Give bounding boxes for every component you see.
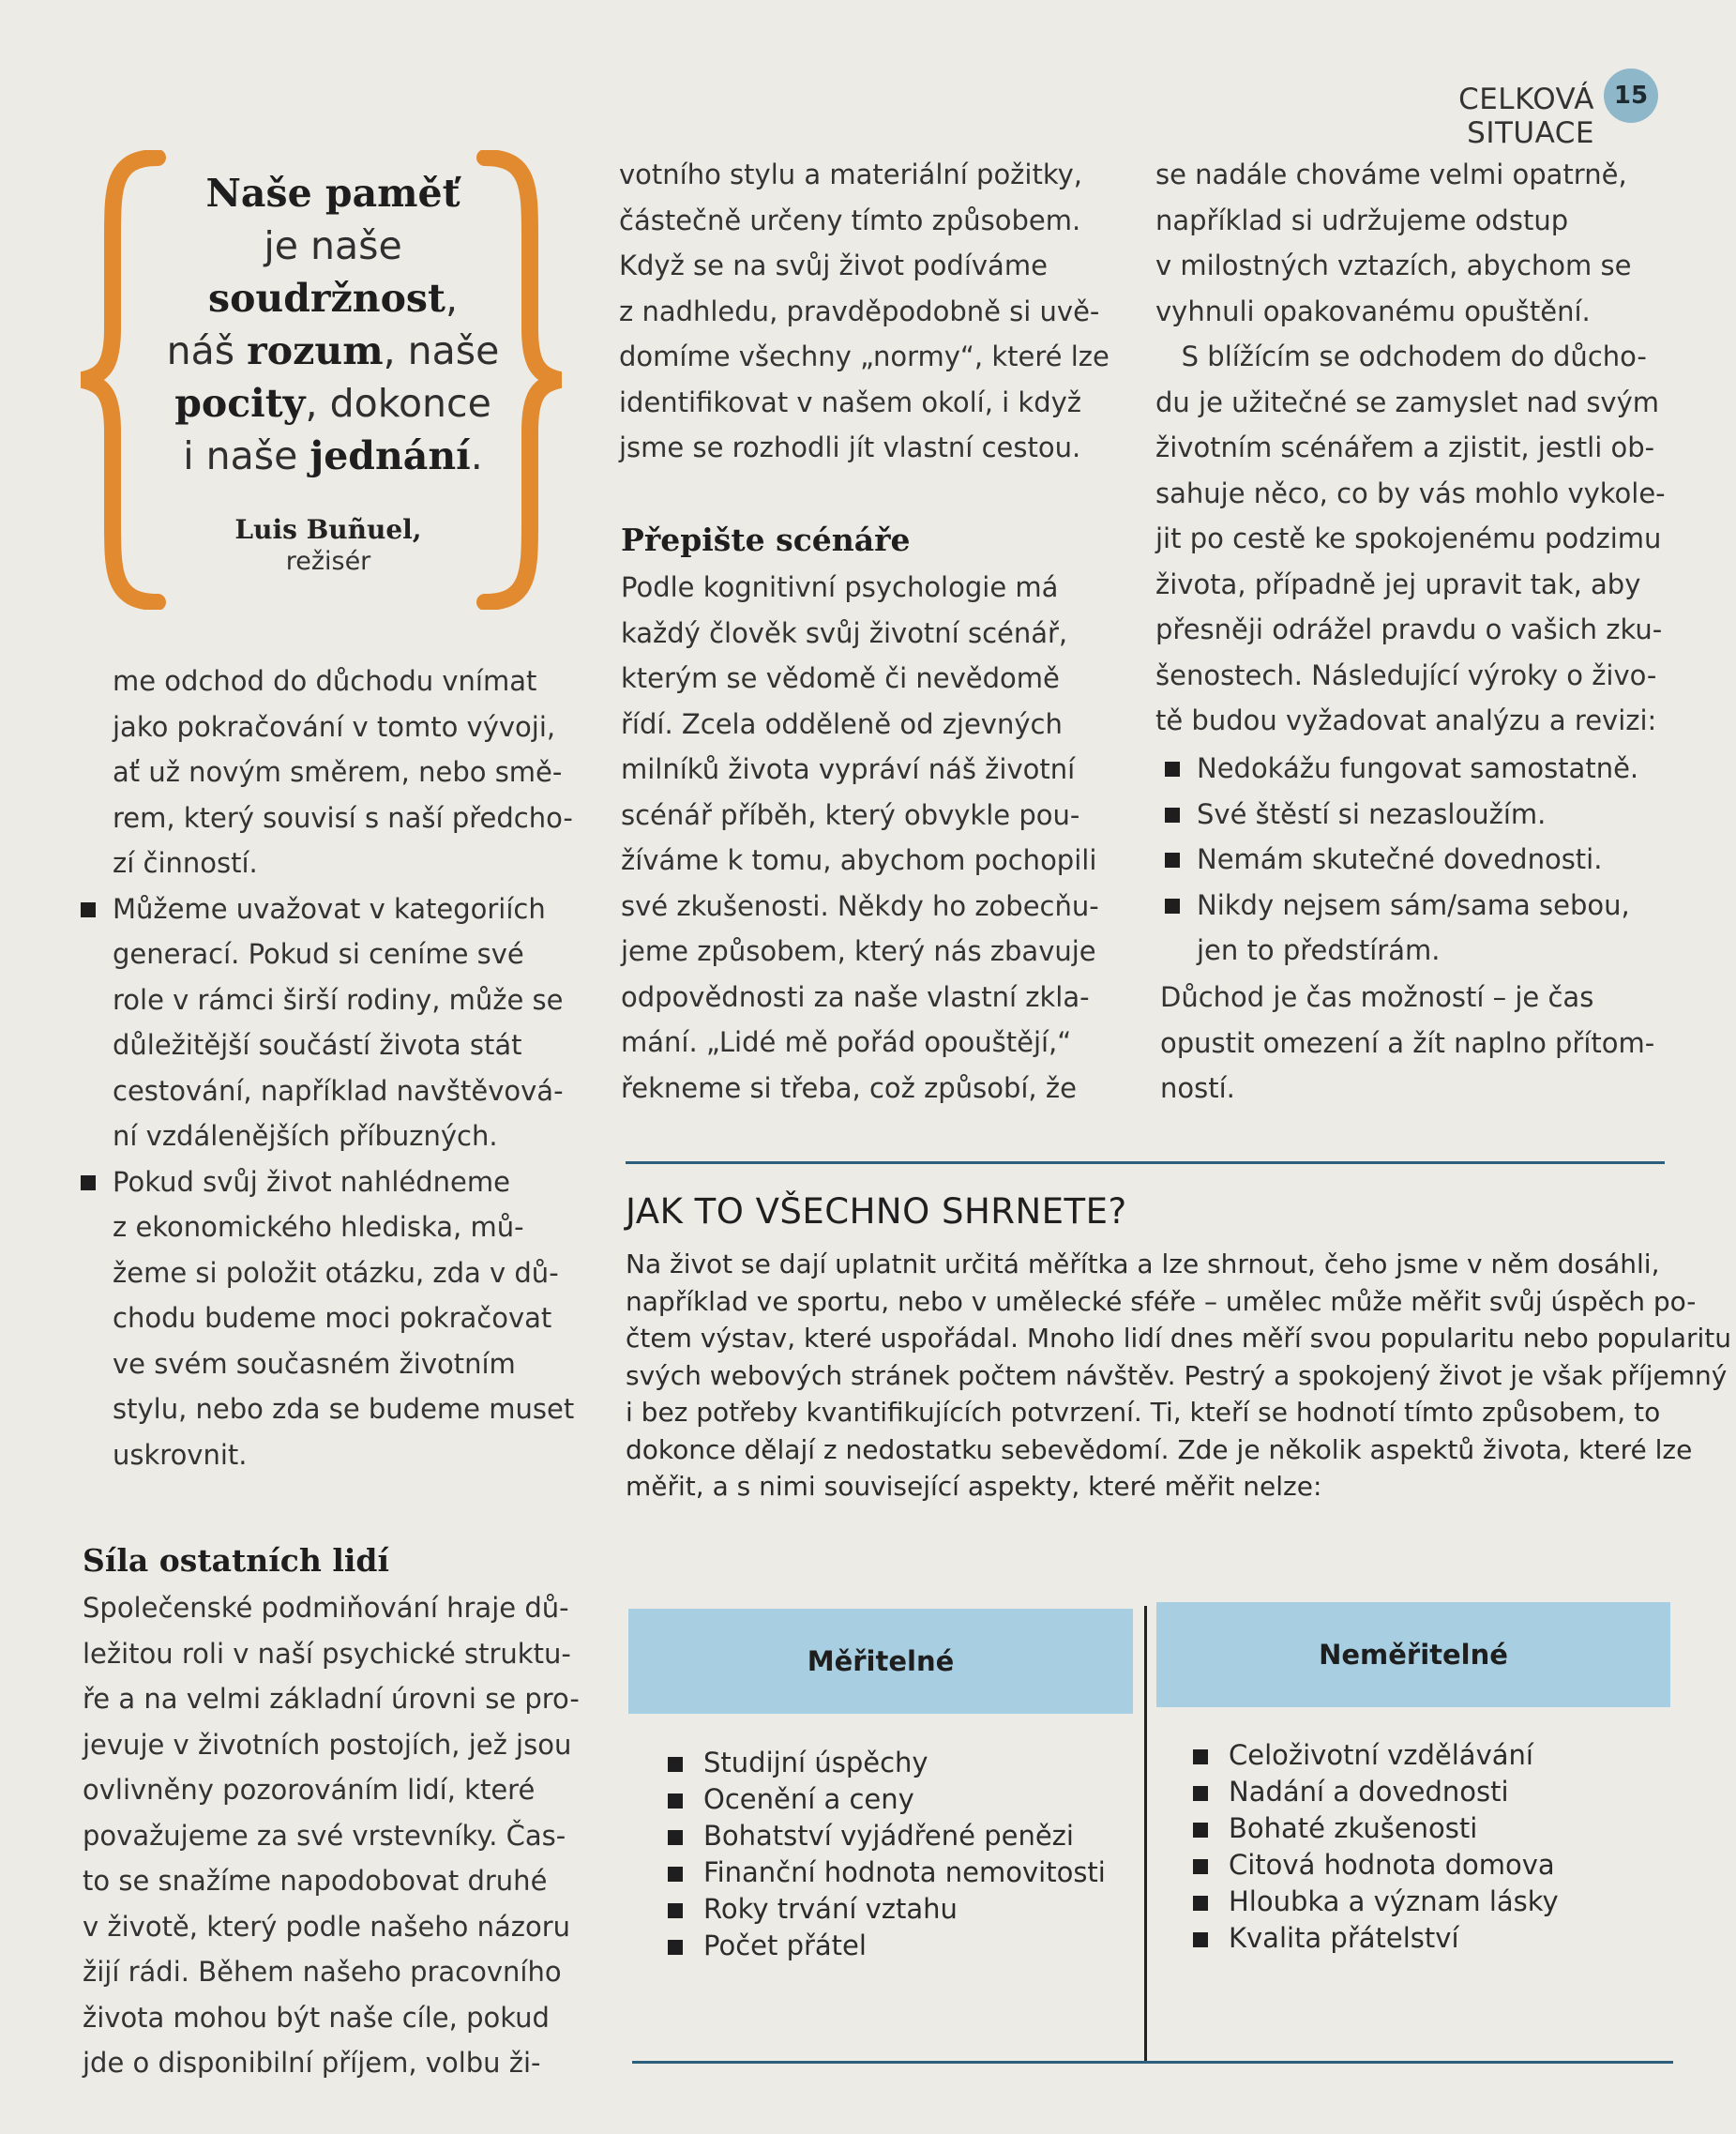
- paragraph: [1155, 152, 1666, 744]
- bullet-square-icon: [81, 1175, 96, 1190]
- quote-text: .: [470, 433, 483, 478]
- text-line: například si udržujeme odstup: [1155, 204, 1569, 236]
- bullet-square-icon: [1193, 1932, 1208, 1947]
- bullet-square-icon: [1165, 899, 1180, 914]
- text-line: Své štěstí si nezasloužím.: [1197, 797, 1547, 830]
- text-line: částečně určeny tímto způsobem.: [619, 204, 1081, 236]
- bullet-item: [113, 886, 574, 1159]
- list-item: [703, 1745, 1106, 1781]
- text-line: například ve sportu, nebo v umělecké sféře – umělec může měřit svůj úspěch po-: [626, 1285, 1697, 1317]
- list-item: [1229, 1774, 1559, 1810]
- paragraph: [619, 152, 1110, 471]
- unmeasurable-list: [1229, 1737, 1559, 1957]
- text-line: z ekonomického hlediska, mů-: [113, 1211, 524, 1243]
- text-line: čtem výstav, které uspořádal. Mnoho lidí dnes měří svou popularitu nebo popularitu: [626, 1323, 1731, 1354]
- text-line: to se snažíme napodobovat druhé: [83, 1865, 548, 1897]
- text-line: stylu, nebo zda se budeme muset: [113, 1393, 575, 1425]
- table-header-measurable: Měřitelné: [628, 1609, 1133, 1714]
- table-header-unmeasurable: Neměřitelné: [1156, 1602, 1670, 1707]
- text-line: Pokud svůj život nahlédneme: [113, 1165, 510, 1198]
- quote-text: , naše: [383, 328, 500, 373]
- text-line: jsme se rozhodli jít vlastní cestou.: [619, 431, 1081, 463]
- text-line: jako pokračování v tomto vývoji,: [113, 710, 556, 743]
- text-line: života, případně jej upravit tak, aby: [1155, 568, 1641, 600]
- list-item: [703, 1818, 1106, 1854]
- list-item-label: Hloubka a význam lásky: [1229, 1885, 1559, 1917]
- list-item-label: Citová hodnota domova: [1229, 1849, 1555, 1881]
- list-item-label: Roky trvání vztahu: [703, 1893, 958, 1925]
- list-item-label: Celoživotní vzdělávání: [1229, 1739, 1533, 1771]
- text-line: měřit, a s nimi související aspekty, které měřit nelze:: [626, 1471, 1322, 1502]
- text-line: ve svém současném životním: [113, 1347, 516, 1380]
- section-title: CELKOVÁ SITUACE: [1458, 83, 1594, 150]
- text-line: se nadále chováme velmi opatrně,: [1155, 159, 1627, 190]
- text-line: Důchod je čas možností – je čas: [1160, 981, 1594, 1013]
- bullet-square-icon: [1193, 1859, 1208, 1874]
- bullet-square-icon: [1193, 1823, 1208, 1838]
- text-line: jit po cestě ke spokojenému podzimu: [1155, 522, 1662, 554]
- quote-text: , dokonce: [305, 381, 491, 426]
- list-item-label: Kvalita přátelství: [1229, 1922, 1459, 1954]
- pull-quote: [141, 167, 525, 482]
- list-item: [1229, 1920, 1559, 1957]
- quote-text: náš: [166, 328, 248, 373]
- paragraph: [1160, 975, 1654, 1112]
- list-item-label: Bohaté zkušenosti: [1229, 1812, 1478, 1844]
- bullet-square-icon: [1193, 1749, 1208, 1764]
- text-line: ležitou roli v naší psychické struktu-: [83, 1637, 571, 1670]
- bullet-square-icon: [1165, 808, 1180, 823]
- section-heading: Přepište scénáře: [621, 522, 911, 558]
- text-line: opustit omezení a žít naplno přítom-: [1160, 1026, 1655, 1059]
- bullet-square-icon: [1165, 762, 1180, 777]
- quote-text: jednání: [309, 433, 471, 478]
- bullet-item: [113, 1159, 574, 1478]
- text-line: Společenské podmiňování hraje dů-: [83, 1592, 569, 1624]
- text-line: generací. Pokud si ceníme své: [113, 938, 524, 970]
- text-line: Nedokážu fungovat samostatně.: [1197, 752, 1639, 784]
- list-item-label: Nadání a dovednosti: [1229, 1776, 1509, 1808]
- bullet-square-icon: [1193, 1786, 1208, 1801]
- list-item-label: Studijní úspěchy: [703, 1747, 928, 1778]
- text-line: života mohou být naše cíle, pokud: [83, 2001, 550, 2034]
- text-line: každý člověk svůj životní scénář,: [621, 616, 1068, 649]
- list-item: [1229, 1737, 1559, 1774]
- text-line: Můžeme uvažovat v kategoriích: [113, 892, 546, 925]
- text-line: ností.: [1160, 1072, 1235, 1104]
- list-item-label: Ocenění a ceny: [703, 1783, 914, 1815]
- text-line: řekneme si třeba, což způsobí, že: [621, 1071, 1077, 1104]
- quote-text: rozum: [247, 328, 384, 373]
- bullet-square-icon: [668, 1830, 683, 1845]
- list-item: [1229, 1810, 1559, 1847]
- text-line: du je užitečné se zamyslet nad svým: [1155, 386, 1660, 418]
- text-line: v životě, který podle našeho názoru: [83, 1910, 571, 1943]
- text-line: jeme způsobem, který nás zbavuje: [621, 935, 1096, 967]
- text-line: S blížícím se odchodem do důcho-: [1155, 341, 1647, 372]
- text-line: Když se na svůj život podíváme: [619, 250, 1048, 281]
- page-number: 15: [1604, 68, 1658, 123]
- text-line: svých webových stránek počtem návštěv. Pestrý a spokojený život je však příjemný: [626, 1359, 1728, 1391]
- text-line: jde o disponibilní příjem, volbu ži-: [83, 2047, 541, 2079]
- text-line: i bez potřeby kvantifikujících potvrzení. Ti, kteří se hodnotí tímto způsobem, to: [626, 1397, 1661, 1428]
- quote-text: je naše: [264, 223, 402, 268]
- quote-author-role: režisér: [285, 547, 371, 576]
- paragraph: [621, 565, 1099, 1111]
- text-line: domíme všechny „normy“, které lze: [619, 341, 1110, 372]
- text-line: ať už novým směrem, nebo smě-: [113, 756, 563, 788]
- text-line: šenostech. Následující výroky o živo-: [1155, 658, 1657, 691]
- list-item: [1229, 1847, 1559, 1884]
- bullet-square-icon: [1165, 853, 1180, 868]
- text-line: dokonce dělají z nedostatku sebevědomí. Zde je několik aspektů života, které lze: [626, 1433, 1693, 1465]
- summary-paragraph: [626, 1246, 1731, 1506]
- text-line: řídí. Zcela odděleně od zjevných: [621, 707, 1063, 740]
- text-line: cestování, například navštěvová-: [113, 1074, 564, 1107]
- text-line: uskrovnit.: [113, 1438, 248, 1471]
- paragraph: [83, 1585, 580, 2086]
- text-line: votního stylu a materiální požitky,: [619, 159, 1082, 190]
- text-line: Na život se dají uplatnit určitá měřítka a lze shrnout, čeho jsme v něm dosáhli,: [626, 1249, 1660, 1279]
- text-line: identifikovat v našem okolí, i když: [619, 386, 1082, 418]
- text-line: me odchod do důchodu vnímat: [113, 665, 537, 697]
- text-line: kterým se vědomě či nevědomě: [621, 662, 1060, 694]
- text-line: chodu budeme moci pokračovat: [113, 1302, 552, 1334]
- text-line: Podle kognitivní psychologie má: [621, 571, 1059, 603]
- table-column-divider: [1144, 1606, 1147, 2061]
- paragraph: [113, 658, 574, 886]
- text-line: považujeme za své vrstevníky. Čas-: [83, 1819, 566, 1852]
- bullet-square-icon: [668, 1757, 683, 1772]
- quote-author: Luis Buñuel,: [234, 514, 422, 545]
- text-line: scénář příběh, který obvykle pou-: [621, 798, 1080, 831]
- text-line: žíváme k tomu, abychom pochopili: [621, 844, 1097, 876]
- text-line: z nadhledu, pravděpodobně si uvě-: [619, 295, 1100, 327]
- bullet-square-icon: [81, 902, 96, 917]
- bullet-item: [1197, 746, 1638, 792]
- text-line: mání. „Lidé mě pořád opouštějí,“: [621, 1026, 1072, 1058]
- text-line: důležitější součástí života stát: [113, 1029, 522, 1061]
- list-item: [703, 1928, 1106, 1964]
- section-heading: Síla ostatních lidí: [83, 1542, 390, 1579]
- quote-text: Naše paměť: [205, 171, 460, 216]
- bullet-square-icon: [1193, 1896, 1208, 1911]
- list-item: [703, 1854, 1106, 1891]
- list-item: [1229, 1884, 1559, 1920]
- text-line: v milostných vztazích, abychom se: [1155, 250, 1632, 281]
- text-line: milníků života vypráví náš životní: [621, 753, 1076, 785]
- text-line: přesněji odrážel pravdu o vašich zku-: [1155, 613, 1663, 645]
- bullet-item: [1197, 883, 1638, 974]
- bullet-square-icon: [668, 1940, 683, 1955]
- bullet-list: [1197, 746, 1638, 974]
- section-divider: [626, 1161, 1665, 1164]
- text-line: rem, který souvisí s naší předcho-: [113, 801, 573, 834]
- list-item: [703, 1781, 1106, 1818]
- bullet-item: [1197, 792, 1638, 838]
- measurable-list: [703, 1745, 1106, 1964]
- list-item: [703, 1891, 1106, 1928]
- bullet-item: [1197, 837, 1638, 883]
- column-1: [113, 658, 574, 1477]
- list-item-label: Bohatství vyjádřené penězi: [703, 1820, 1074, 1852]
- bullet-square-icon: [668, 1793, 683, 1809]
- quote-text: soudržnost: [207, 276, 445, 321]
- text-line: životním scénářem a zjistit, jestli ob-: [1155, 431, 1655, 463]
- text-line: Nikdy nejsem sám/sama sebou,: [1197, 888, 1630, 921]
- summary-heading: JAK TO VŠECHNO SHRNETE?: [626, 1191, 1127, 1232]
- text-line: role v rámci širší rodiny, může se: [113, 983, 564, 1016]
- text-line: vyhnuli opakovanému opuštění.: [1155, 295, 1591, 327]
- text-line: ní vzdálenějších příbuzných.: [113, 1120, 498, 1152]
- table-bottom-rule: [632, 2061, 1673, 2064]
- text-line: tě budou vyžadovat analýzu a revizi:: [1155, 704, 1657, 736]
- list-item-label: Finanční hodnota nemovitosti: [703, 1856, 1106, 1888]
- text-line: ře a na velmi základní úrovni se pro-: [83, 1683, 580, 1715]
- bullet-square-icon: [668, 1903, 683, 1918]
- text-line: své zkušenosti. Někdy ho zobecňu-: [621, 889, 1099, 922]
- text-line: zí činností.: [113, 847, 258, 879]
- quote-text: pocity: [174, 381, 306, 426]
- text-line: jevuje v životních postojích, jež jsou: [83, 1728, 572, 1761]
- list-item-label: Počet přátel: [703, 1930, 867, 1961]
- text-line: žijí rádi. Během našeho pracovního: [83, 1956, 562, 1988]
- text-line: jen to předstírám.: [1197, 934, 1441, 966]
- text-line: odpovědnosti za naše vlastní zkla-: [621, 980, 1090, 1013]
- bullet-square-icon: [668, 1867, 683, 1882]
- quote-text: i naše: [183, 433, 310, 478]
- text-line: Nemám skutečné dovednosti.: [1197, 843, 1603, 875]
- quote-text: ,: [445, 276, 458, 321]
- text-line: ovlivněny pozorováním lidí, které: [83, 1774, 536, 1806]
- text-line: sahuje něco, co by vás mohlo vykole-: [1155, 477, 1666, 509]
- text-line: žeme si položit otázku, zda v dů-: [113, 1256, 559, 1289]
